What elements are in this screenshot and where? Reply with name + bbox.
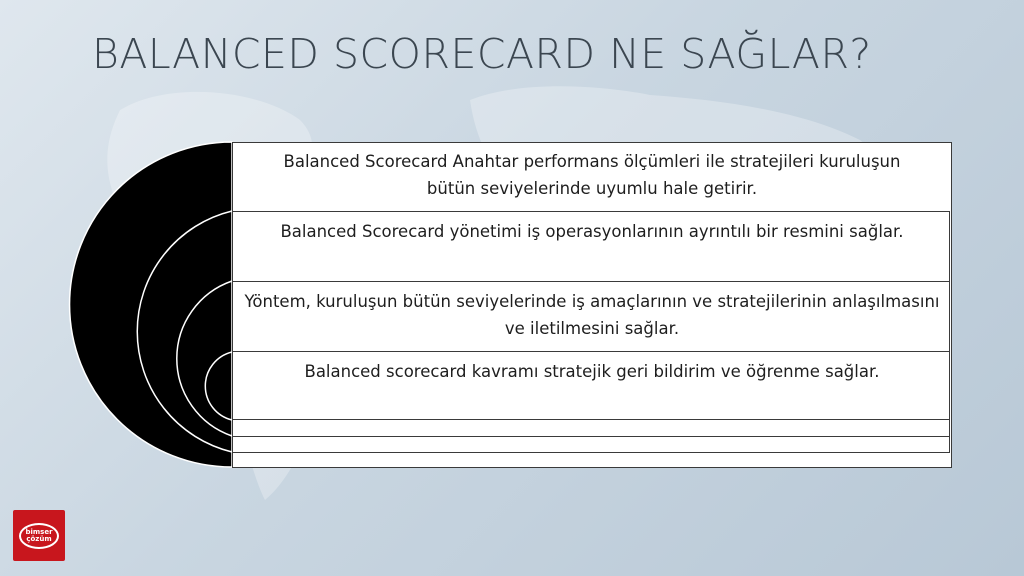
logo-text-line2: çözüm	[26, 534, 52, 543]
company-logo	[13, 510, 65, 561]
logo-ring-icon	[19, 523, 59, 549]
diagram-item-4-text: Balanced scorecard kavramı stratejik geri bildirim ve öğrenme sağlar.	[304, 362, 880, 381]
diagram-item-3-text: Yöntem, kuruluşun bütün seviyelerinde iş amaçlarının ve stratejilerinin anlaşılmasını ve iletilmesini sağlar.	[244, 292, 940, 338]
slide-title: BALANCED SCORECARD NE SAĞLAR?	[92, 30, 872, 78]
diagram-item-1-text: Balanced Scorecard Anahtar performans ölçümleri ile stratejileri kuruluşun bütün seviyelerinde uyumlu hale getirir.	[283, 152, 901, 198]
logo-text-line1: bimser	[25, 527, 53, 536]
diagram-item-2-text: Balanced Scorecard yönetimi iş operasyonlarının ayrıntılı bir resmini sağlar.	[280, 222, 904, 241]
